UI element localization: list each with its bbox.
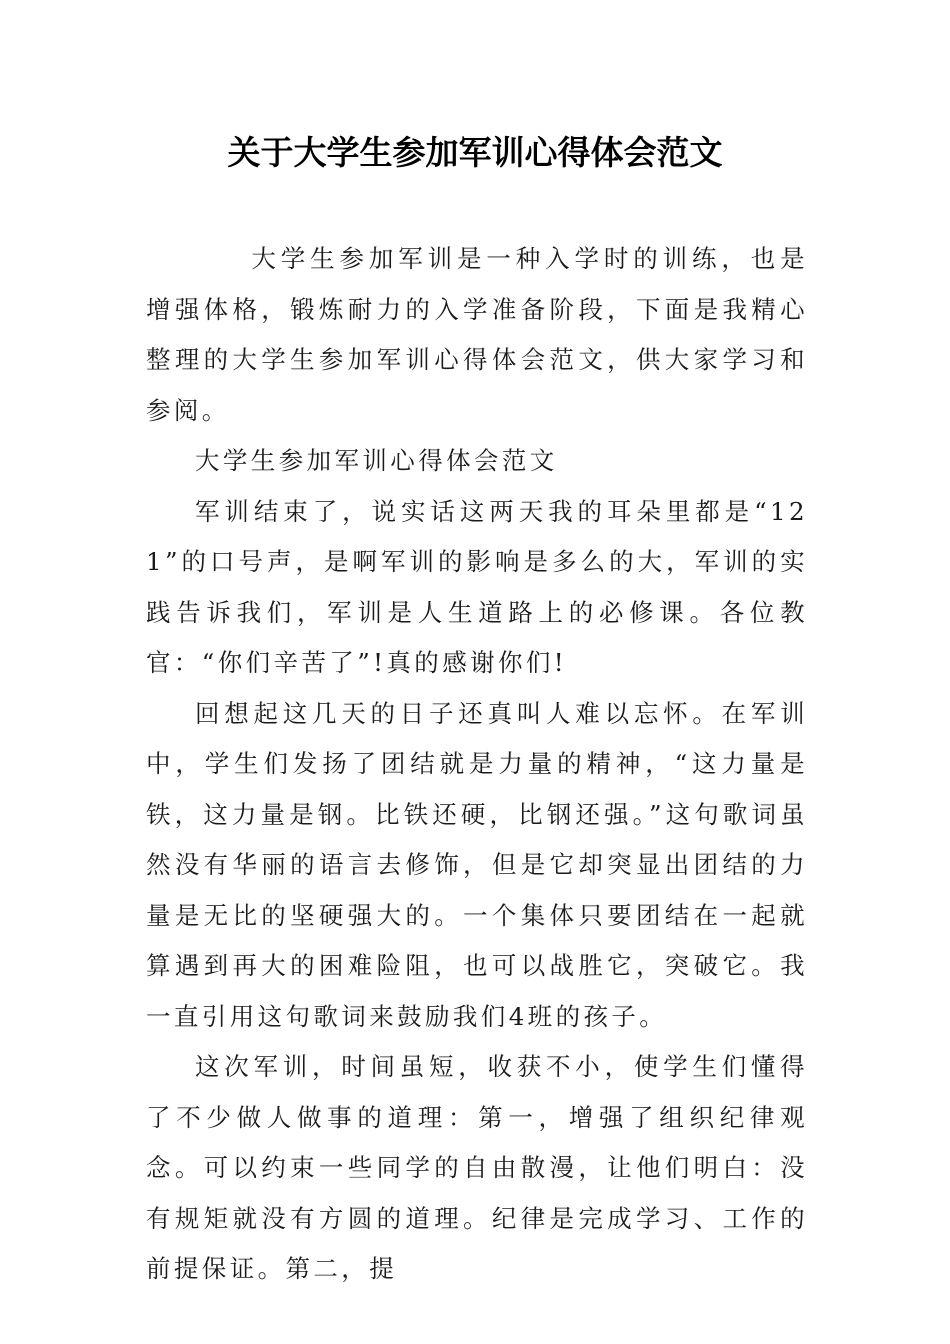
document-body: [146, 234, 808, 1295]
section-heading: 大学生参加军训心得体会范文: [195, 446, 558, 475]
intro-paragraph: 大学生参加军训是一种入学时的训练，也是增强体格，锻炼耐力的入学准备阶段，下面是我精心整理的大学生参加军训心得体会范文，供大家学习和参阅。: [146, 244, 808, 425]
body-paragraph: 军训结束了，说实话这两天我的耳朵里都是“121”的口号声，是啊军训的影响是多么的大，军训的实践告诉我们，军训是人生道路上的必修课。各位教官：“你们辛苦了”!真的感谢你们!: [146, 496, 808, 677]
document-title: 关于大学生参加军训心得体会范文: [227, 133, 723, 172]
body-paragraph: 这次军训，时间虽短，收获不小，使学生们懂得了不少做人做事的道理：第一，增强了组织纪律观念。可以约束一些同学的自由散漫，让他们明白：没有规矩就没有方圆的道理。纪律是完成学习、工作的前提保证。第二，提: [146, 1052, 808, 1283]
body-paragraph: 回想起这几天的日子还真叫人难以忘怀。在军训中，学生们发扬了团结就是力量的精神，“这力量是铁，这力量是钢。比铁还硬，比钢还强。”这句歌词虽然没有华丽的语言去修饰，但是它却突显出团结的力量是无比的坚硬强大的。一个集体只要团结在一起就算遇到再大的困难险阻，也可以战胜它，突破它。我一直引用这句歌词来鼓励我们4班的孩子。: [146, 698, 808, 1031]
